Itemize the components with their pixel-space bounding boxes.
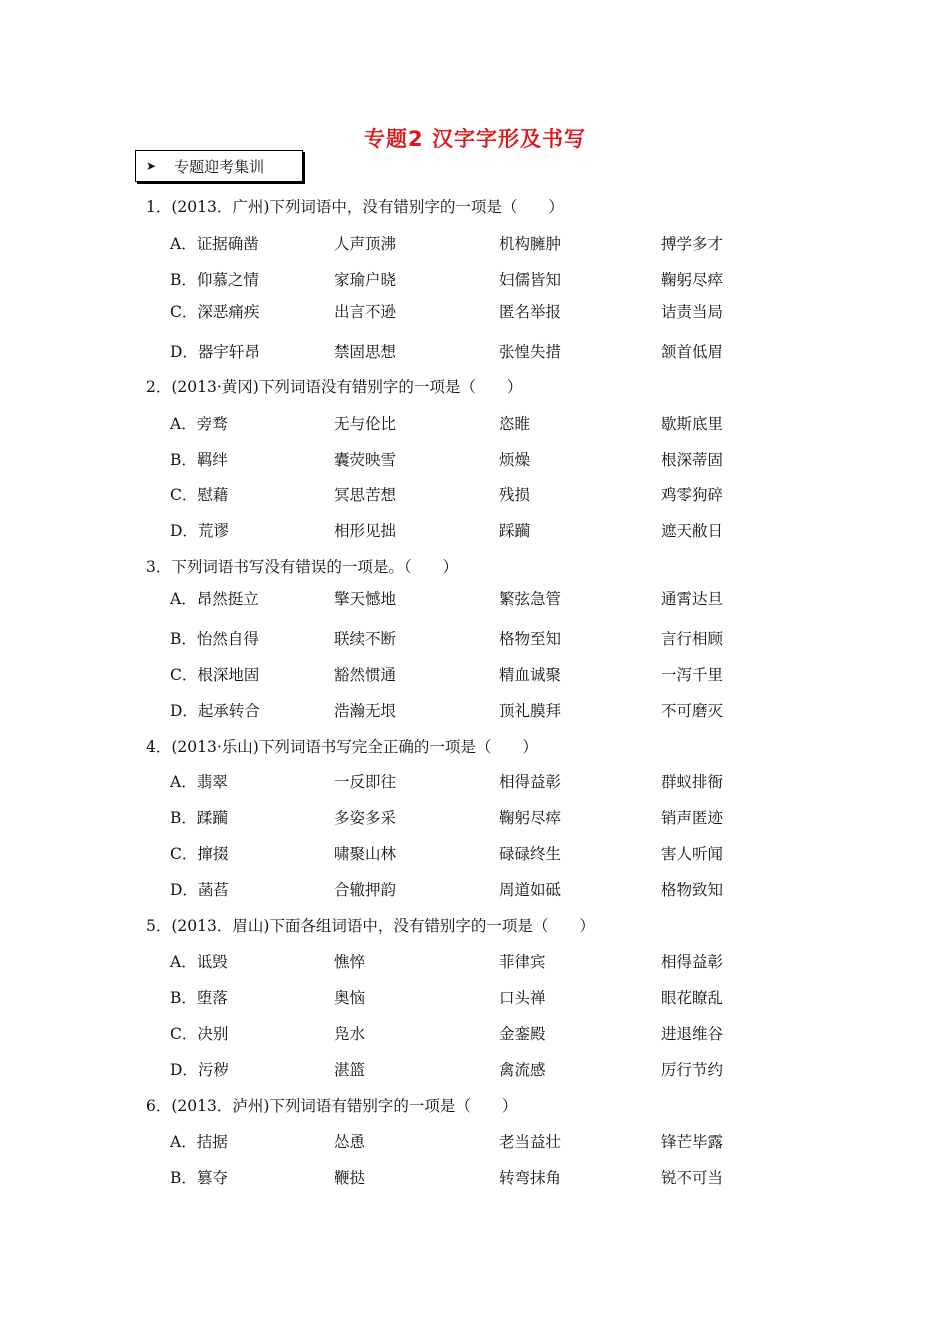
option-term: 机构臃肿 xyxy=(499,235,562,253)
option-term: 鞠躬尽瘁 xyxy=(661,271,724,289)
option-row xyxy=(170,1060,770,1080)
option-term: 奥恼 xyxy=(334,989,366,1007)
option-term: 一泻千里 xyxy=(661,666,724,684)
option-term: 鞠躬尽瘁 xyxy=(499,809,562,827)
option-term: D．菡萏 xyxy=(170,881,229,899)
option-term: 相形见拙 xyxy=(334,522,397,540)
option-row xyxy=(170,342,770,362)
option-term: 匿名举报 xyxy=(499,303,562,321)
option-term: 遮天敝日 xyxy=(661,522,724,540)
option-term: 害人听闻 xyxy=(661,845,724,863)
option-term: 张惶失措 xyxy=(499,343,562,361)
option-row xyxy=(170,1132,770,1152)
option-term: 群蚁排衙 xyxy=(661,773,724,791)
option-term: 搏学多才 xyxy=(661,235,724,253)
option-term: 出言不逊 xyxy=(334,303,397,321)
question-stem: 2．(2013·黄冈)下列词语没有错别字的一项是（ ） xyxy=(146,378,523,396)
option-row xyxy=(170,844,770,864)
option-term: 囊荧映雪 xyxy=(334,451,397,469)
option-term: 禽流感 xyxy=(499,1061,546,1079)
option-row xyxy=(170,414,770,434)
option-row xyxy=(170,589,770,609)
question-stem: 1．(2013．广州)下列词语中，没有错别字的一项是（ ） xyxy=(146,198,564,216)
option-term: A．诋毁 xyxy=(170,953,228,971)
option-term: 周道如砥 xyxy=(499,881,562,899)
question-stem: 3．下列词语书写没有错误的一项是。（ ） xyxy=(146,558,459,576)
option-term: 顶礼膜拜 xyxy=(499,702,562,720)
option-term: 老当益壮 xyxy=(499,1133,562,1151)
option-term: A．翡翠 xyxy=(170,773,228,791)
question-stem: 5．(2013．眉山)下面各组词语中，没有错别字的一项是（ ） xyxy=(146,917,595,935)
option-term: 鸡零狗碎 xyxy=(661,486,724,504)
option-term: 冥思苦想 xyxy=(334,486,397,504)
option-term: B．堕落 xyxy=(170,989,228,1007)
option-row xyxy=(170,665,770,685)
option-term: D．荒谬 xyxy=(170,522,229,540)
option-term: 凫水 xyxy=(334,1025,366,1043)
option-term: 家瑜户晓 xyxy=(334,271,397,289)
option-term: 诘责当局 xyxy=(661,303,724,321)
option-term: 浩瀚无垠 xyxy=(334,702,397,720)
option-term: 言行相顾 xyxy=(661,630,724,648)
option-term: 怂恿 xyxy=(334,1133,366,1151)
option-row xyxy=(170,629,770,649)
option-row xyxy=(170,521,770,541)
option-term: 根深蒂固 xyxy=(661,451,724,469)
option-term: 相得益彰 xyxy=(499,773,562,791)
page-title: 专题2 汉字字形及书写 xyxy=(364,127,586,151)
option-row xyxy=(170,234,770,254)
option-term: 锋芒毕露 xyxy=(661,1133,724,1151)
option-term: B．怡然自得 xyxy=(170,630,259,648)
option-term: 口头禅 xyxy=(499,989,546,1007)
option-term: C．深恶痛疾 xyxy=(170,303,260,321)
option-term: D．起承转合 xyxy=(170,702,260,720)
option-term: 湛篮 xyxy=(334,1061,366,1079)
option-term: 通霄达旦 xyxy=(661,590,724,608)
option-term: B．羁绊 xyxy=(170,451,228,469)
option-term: B．仰慕之情 xyxy=(170,271,259,289)
option-term: C．撺掇 xyxy=(170,845,229,863)
option-term: 无与伦比 xyxy=(334,415,397,433)
option-term: D．器宇轩昂 xyxy=(170,343,260,361)
option-term: 合辙押韵 xyxy=(334,881,397,899)
option-term: 销声匿迹 xyxy=(661,809,724,827)
option-term: 菲律宾 xyxy=(499,953,546,971)
option-row xyxy=(170,988,770,1008)
option-term: 繁弦急管 xyxy=(499,590,562,608)
option-term: 鞭挞 xyxy=(334,1169,366,1187)
option-row xyxy=(170,880,770,900)
option-term: 进退维谷 xyxy=(661,1025,724,1043)
option-term: 烦燥 xyxy=(499,451,531,469)
option-term: 格物致知 xyxy=(661,881,724,899)
option-term: C．根深地固 xyxy=(170,666,260,684)
option-row xyxy=(170,270,770,290)
option-term: A．昂然挺立 xyxy=(170,590,259,608)
option-term: C．慰藉 xyxy=(170,486,229,504)
option-row xyxy=(170,450,770,470)
arrow-bullet-icon: ➤ xyxy=(146,159,157,173)
option-term: D．污秽 xyxy=(170,1061,229,1079)
option-term: B．篡夺 xyxy=(170,1169,228,1187)
option-term: 不可磨灭 xyxy=(661,702,724,720)
option-term: 憔悴 xyxy=(334,953,366,971)
option-term: 啸聚山林 xyxy=(334,845,397,863)
option-term: 锐不可当 xyxy=(661,1169,724,1187)
option-term: 豁然惯通 xyxy=(334,666,397,684)
option-term: 妇儒皆知 xyxy=(499,271,562,289)
option-row xyxy=(170,485,770,505)
option-term: 格物至知 xyxy=(499,630,562,648)
option-term: 多姿多采 xyxy=(334,809,397,827)
option-row xyxy=(170,808,770,828)
question-stem: 4．(2013·乐山)下列词语书写完全正确的一项是（ ） xyxy=(146,738,538,756)
option-term: 擎天憾地 xyxy=(334,590,397,608)
option-term: 禁固思想 xyxy=(334,343,397,361)
option-term: 精血诚聚 xyxy=(499,666,562,684)
option-term: 联续不断 xyxy=(334,630,397,648)
option-term: 一反即往 xyxy=(334,773,397,791)
option-row xyxy=(170,772,770,792)
option-term: 碌碌终生 xyxy=(499,845,562,863)
option-term: A．旁骛 xyxy=(170,415,228,433)
option-term: C．决别 xyxy=(170,1025,229,1043)
option-term: 厉行节约 xyxy=(661,1061,724,1079)
option-term: 颔首低眉 xyxy=(661,343,724,361)
option-row xyxy=(170,1024,770,1044)
question-stem: 6．(2013．泸州)下列词语有错别字的一项是（ ） xyxy=(146,1097,518,1115)
section-label: 专题迎考集训 xyxy=(174,157,265,176)
option-term: 踩躏 xyxy=(499,522,531,540)
option-row xyxy=(170,302,770,322)
option-term: 人声顶沸 xyxy=(334,235,397,253)
option-row xyxy=(170,701,770,721)
section-header-box xyxy=(135,150,303,182)
option-term: 金銮殿 xyxy=(499,1025,546,1043)
option-term: 残损 xyxy=(499,486,531,504)
option-term: 歇斯底里 xyxy=(661,415,724,433)
option-term: A．证据确凿 xyxy=(170,235,259,253)
option-term: 转弯抹角 xyxy=(499,1169,562,1187)
option-term: 相得益彰 xyxy=(661,953,724,971)
option-row xyxy=(170,952,770,972)
option-term: B．蹂躏 xyxy=(170,809,228,827)
option-row xyxy=(170,1168,770,1188)
option-term: 眼花瞭乱 xyxy=(661,989,724,1007)
option-term: A．拮据 xyxy=(170,1133,228,1151)
option-term: 恣睢 xyxy=(499,415,531,433)
